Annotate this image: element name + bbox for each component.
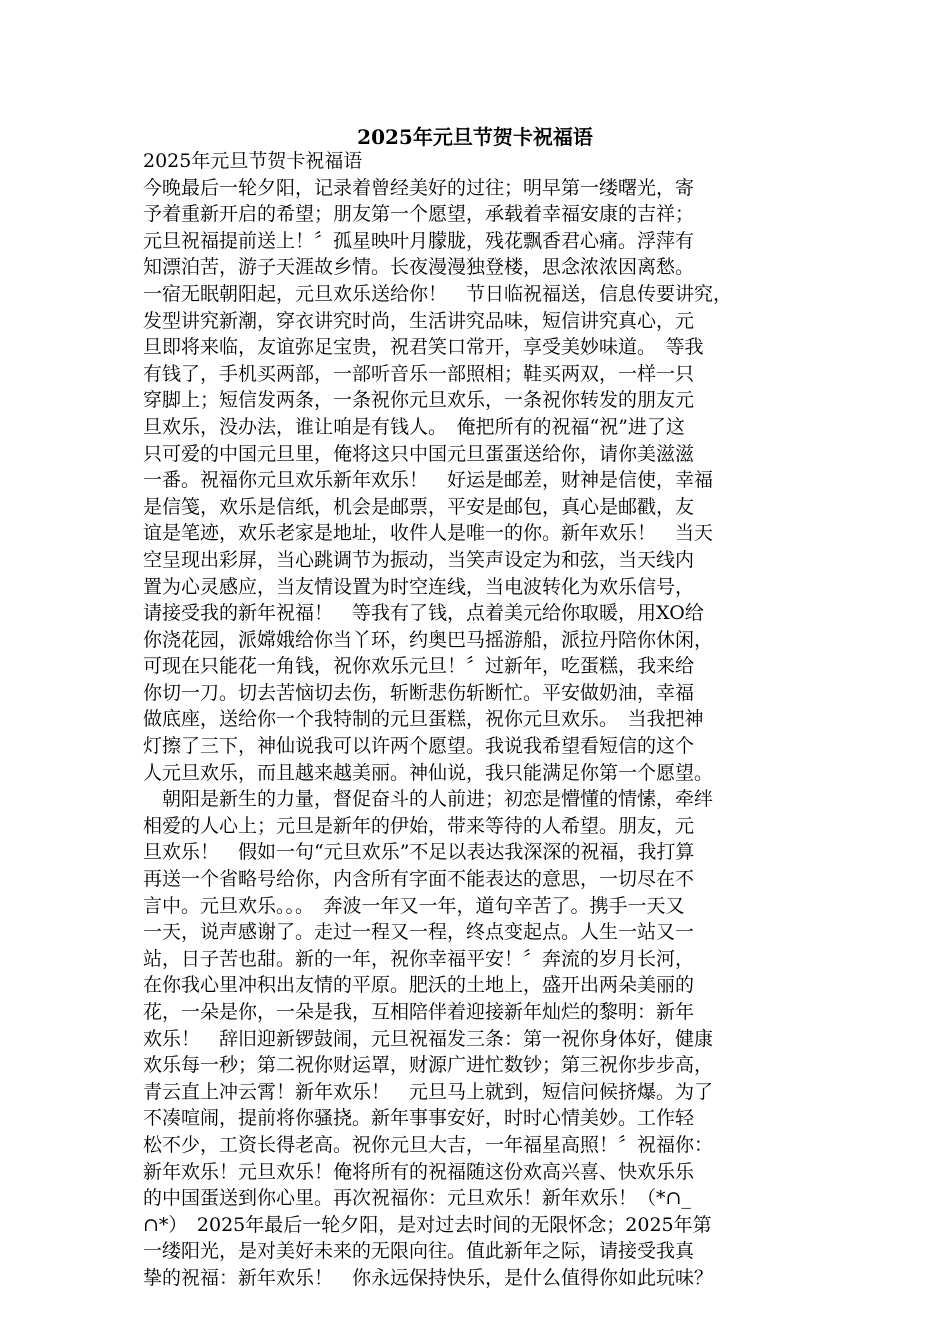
paragraph-line: 有钱了，手机买两部，一部听音乐一部照相；鞋买两双，一样一只 [143,362,695,385]
paragraph-line: 请接受我的新年祝福！ 等我有了钱，点着美元给你取暖，用XO给 [143,602,704,625]
paragraph-line: 可现在只能花一角钱，祝你欢乐元旦！〞过新年，吃蛋糕，我来给 [143,655,695,678]
paragraph-line: 发型讲究新潮，穿衣讲究时尚，生活讲究品味，短信讲究真心，元 [143,309,695,332]
paragraph-line: 灯擦了三下，神仙说我可以许两个愿望。我说我希望看短信的这个 [143,735,695,758]
paragraph-line: 是信笺，欢乐是信纸，机会是邮票，平安是邮包，真心是邮戳，友 [143,495,695,518]
paragraph-line: 松不少，工资长得老高。祝你元旦大吉，一年福星高照！〞祝福你： [143,1133,714,1156]
paragraph-line: 旦即将来临，友谊弥足宝贵，祝君笑口常开，享受美妙味道。 等我 [143,336,704,359]
paragraph-line: 欢乐！ 辞旧迎新锣鼓闹，元旦祝福发三条：第一祝你身体好，健康 [143,1027,714,1050]
paragraph-line: 相爱的人心上；元旦是新年的伊始，带来等待的人希望。朋友，元 [143,814,695,837]
paragraph-line: 欢乐每一秒；第二祝你财运罩，财源广进忙数钞；第三祝你步步高， [143,1054,714,1077]
paragraph-line: 新年欢乐！元旦欢乐！俺将所有的祝福随这份欢高兴喜、快欢乐乐 [143,1160,695,1183]
document-body [143,148,809,1292]
paragraph-line: 予着重新开启的希望；朋友第一个愿望，承载着幸福安康的吉祥； [143,203,695,226]
paragraph-line: 置为心灵感应，当友情设置为时空连线，当电波转化为欢乐信号， [143,575,695,598]
paragraph-line: 不凑喧闹，提前将你骚挠。新年事事安好，时时心情美妙。工作轻 [143,1107,695,1130]
paragraph-line: 今晚最后一轮夕阳，记录着曾经美好的过往；明早第一缕曙光，寄 [143,176,695,199]
paragraph-line: 花，一朵是你，一朵是我，互相陪伴着迎接新年灿烂的黎明：新年 [143,1001,695,1023]
paragraph-line: 一番。祝福你元旦欢乐新年欢乐！ 好运是邮差，财神是信使，幸福 [143,469,714,492]
paragraph-line: 谊是笔迹，欢乐老家是地址，收件人是唯一的你。新年欢乐！ 当天 [143,522,714,545]
paragraph-line: 在你我心里冲积出友情的平原。肥沃的土地上，盛开出两朵美丽的 [143,974,695,997]
paragraph-line: 空呈现出彩屏，当心跳调节为振动，当笑声设定为和弦，当天线内 [143,548,695,571]
paragraph-line: 元旦祝福提前送上！〞孤星映叶月朦胧，残花飘香君心痛。浮萍有 [143,229,695,252]
paragraph-line: 再送一个省略号给你，内含所有字面不能表达的意思，一切尽在不 [143,868,695,891]
paragraph-line: 旦欢乐，没办法，谁让咱是有钱人。 俺把所有的祝福“祝”进了这 [143,415,685,438]
paragraph-line: 人元旦欢乐，而且越来越美丽。神仙说，我只能满足你第一个愿望。 [143,761,714,784]
paragraph-line: 言中。元旦欢乐。。。 奔波一年又一年，道句辛苦了。携手一天又 [143,894,685,917]
paragraph-line: 做底座，送给你一个我特制的元旦蛋糕，祝你元旦欢乐。 当我把神 [143,708,704,731]
paragraph-line: 只可爱的中国元旦里，俺将这只中国元旦蛋蛋送给你，请你美滋滋 [143,442,695,465]
paragraph-line: 知漂泊苦，游子天涯故乡情。长夜漫漫独登楼，思念浓浓因离愁。 [143,256,695,279]
paragraph-line: 旦欢乐！ 假如一句“元旦欢乐”不足以表达我深深的祝福，我打算 [143,841,695,864]
paragraph-line: 青云直上冲云霄！新年欢乐！ 元旦马上就到，短信问候挤爆。为了 [143,1080,714,1103]
document-title: 2025年元旦节贺卡祝福语 [357,125,593,149]
paragraph-line: 挚的祝福：新年欢乐！ 你永远保持快乐，是什么值得你如此玩味？ [143,1266,714,1289]
paragraph-line: 穿脚上；短信发两条，一条祝你元旦欢乐，一条祝你转发的朋友元 [143,389,695,412]
document-subtitle: 2025年元旦节贺卡祝福语 [143,150,363,172]
paragraph-line: 一缕阳光，是对美好未来的无限向往。值此新年之际，请接受我真 [143,1240,695,1263]
paragraph-line: 你切一刀。切去苦恼切去伤，斩断悲伤斩断忙。平安做奶油，幸福 [143,681,695,704]
paragraph-line: 你浇花园，派嫦娥给你当丫环，约奥巴马摇游船，派拉丹陪你休闲， [143,628,714,651]
paragraph-line: ∩*） 2025年最后一轮夕阳，是对过去时间的无限怀念；2025年第 [143,1213,712,1236]
paragraph-line: 一天，说声感谢了。走过一程又一程，终点变起点。人生一站又一 [143,921,695,944]
paragraph-line: 站，日子苦也甜。新的一年，祝你幸福平安！〞奔流的岁月长河， [143,947,695,970]
paragraph-line: 一宿无眠朝阳起，元旦欢乐送给你！ 节日临祝福送，信息传要讲究， [143,282,733,305]
paragraph-line: 朝阳是新生的力量，督促奋斗的人前进；初恋是懵懂的情愫，牵绊 [143,788,714,811]
paragraph-line: 的中国蛋送到你心里。再次祝福你：元旦欢乐！新年欢乐！（*∩_ [143,1187,691,1210]
